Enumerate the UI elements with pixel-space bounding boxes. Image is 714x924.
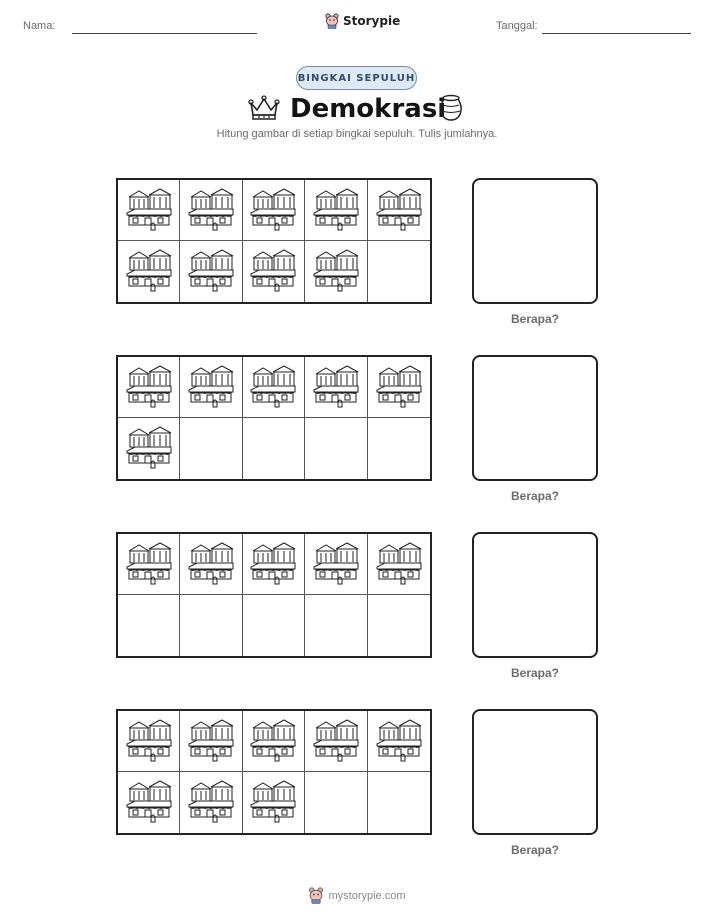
- market-building-icon: [312, 246, 360, 297]
- ten-frame-cell: [118, 595, 180, 656]
- ten-frame: [116, 532, 432, 658]
- answer-box[interactable]: [472, 532, 598, 658]
- market-building-icon: [187, 539, 235, 590]
- ten-frame-cell: [368, 357, 430, 418]
- ten-frame-cell: [243, 180, 305, 241]
- answer-box[interactable]: [472, 178, 598, 304]
- market-building-icon: [249, 716, 297, 767]
- ten-frame-cell: [305, 595, 367, 656]
- ten-frame-cell: [368, 595, 430, 656]
- answer-box[interactable]: [472, 709, 598, 835]
- page-title: Demokrasi: [290, 94, 447, 124]
- ten-frame-cell: [368, 241, 430, 302]
- market-building-icon: [249, 777, 297, 828]
- market-building-icon: [125, 716, 173, 767]
- market-building-icon: [249, 539, 297, 590]
- ten-frame-cell: [243, 418, 305, 479]
- ten-frame-cell: [305, 534, 367, 595]
- brand-name: Storypie: [343, 14, 401, 28]
- market-building-icon: [187, 185, 235, 236]
- ten-frame: [116, 355, 432, 481]
- ten-frame-cell: [180, 595, 242, 656]
- name-label: Nama:: [23, 20, 56, 32]
- ten-frame-cell: [118, 772, 180, 833]
- title-row: [0, 93, 714, 125]
- market-building-icon: [187, 716, 235, 767]
- market-building-icon: [249, 362, 297, 413]
- worksheet-badge: BINGKAI SEPULUH: [296, 66, 417, 90]
- ten-frame-cell: [118, 418, 180, 479]
- answer-label: Berapa?: [510, 312, 560, 326]
- ten-frame-cell: [118, 357, 180, 418]
- instruction-text: Hitung gambar di setiap bingkai sepuluh. Tulis jumlahnya.: [216, 128, 498, 140]
- ten-frame-cell: [305, 241, 367, 302]
- market-building-icon: [125, 246, 173, 297]
- market-building-icon: [187, 777, 235, 828]
- footer: [0, 887, 714, 904]
- ten-frame-cell: [180, 180, 242, 241]
- ten-frame-cell: [118, 711, 180, 772]
- name-line[interactable]: [72, 33, 257, 34]
- ten-frame-cell: [243, 534, 305, 595]
- ten-frame-cell: [243, 711, 305, 772]
- ten-frame-cell: [368, 534, 430, 595]
- market-building-icon: [125, 539, 173, 590]
- ten-frame-cell: [118, 534, 180, 595]
- ten-frame-cell: [305, 772, 367, 833]
- market-building-icon: [249, 185, 297, 236]
- market-building-icon: [375, 185, 423, 236]
- ten-frame-cell: [180, 534, 242, 595]
- answer-label: Berapa?: [510, 666, 560, 680]
- market-building-icon: [125, 362, 173, 413]
- date-label: Tanggal:: [496, 20, 538, 32]
- ten-frame-cell: [305, 357, 367, 418]
- ten-frame-cell: [180, 711, 242, 772]
- market-building-icon: [312, 716, 360, 767]
- market-building-icon: [312, 539, 360, 590]
- pot-icon: [436, 93, 466, 123]
- market-building-icon: [375, 539, 423, 590]
- ten-frame-cell: [305, 418, 367, 479]
- market-building-icon: [187, 246, 235, 297]
- ten-frame-cell: [180, 357, 242, 418]
- market-building-icon: [375, 716, 423, 767]
- ten-frame-cell: [180, 418, 242, 479]
- ten-frame-cell: [118, 241, 180, 302]
- ten-frame-cell: [368, 180, 430, 241]
- answer-label: Berapa?: [510, 489, 560, 503]
- ten-frame: [116, 178, 432, 304]
- brand-logo: [325, 13, 400, 29]
- answer-label: Berapa?: [510, 843, 560, 857]
- market-building-icon: [312, 185, 360, 236]
- ten-frame-cell: [243, 357, 305, 418]
- bear-icon: [308, 887, 324, 904]
- footer-url[interactable]: mystorypie.com: [328, 889, 406, 902]
- date-line[interactable]: [542, 33, 691, 34]
- market-building-icon: [375, 362, 423, 413]
- ten-frame-cell: [118, 180, 180, 241]
- ten-frame-cell: [305, 180, 367, 241]
- ten-frame-cell: [305, 711, 367, 772]
- ten-frame-cell: [243, 241, 305, 302]
- market-building-icon: [125, 185, 173, 236]
- ten-frame-cell: [368, 772, 430, 833]
- ten-frame-cell: [180, 241, 242, 302]
- ten-frame-cell: [180, 772, 242, 833]
- crown-icon: [248, 95, 280, 121]
- market-building-icon: [125, 423, 173, 474]
- answer-box[interactable]: [472, 355, 598, 481]
- ten-frame-cell: [243, 595, 305, 656]
- market-building-icon: [312, 362, 360, 413]
- market-building-icon: [187, 362, 235, 413]
- market-building-icon: [125, 777, 173, 828]
- ten-frame-cell: [368, 711, 430, 772]
- ten-frame-cell: [368, 418, 430, 479]
- ten-frame: [116, 709, 432, 835]
- ten-frame-cell: [243, 772, 305, 833]
- market-building-icon: [249, 246, 297, 297]
- bear-icon: [325, 13, 339, 29]
